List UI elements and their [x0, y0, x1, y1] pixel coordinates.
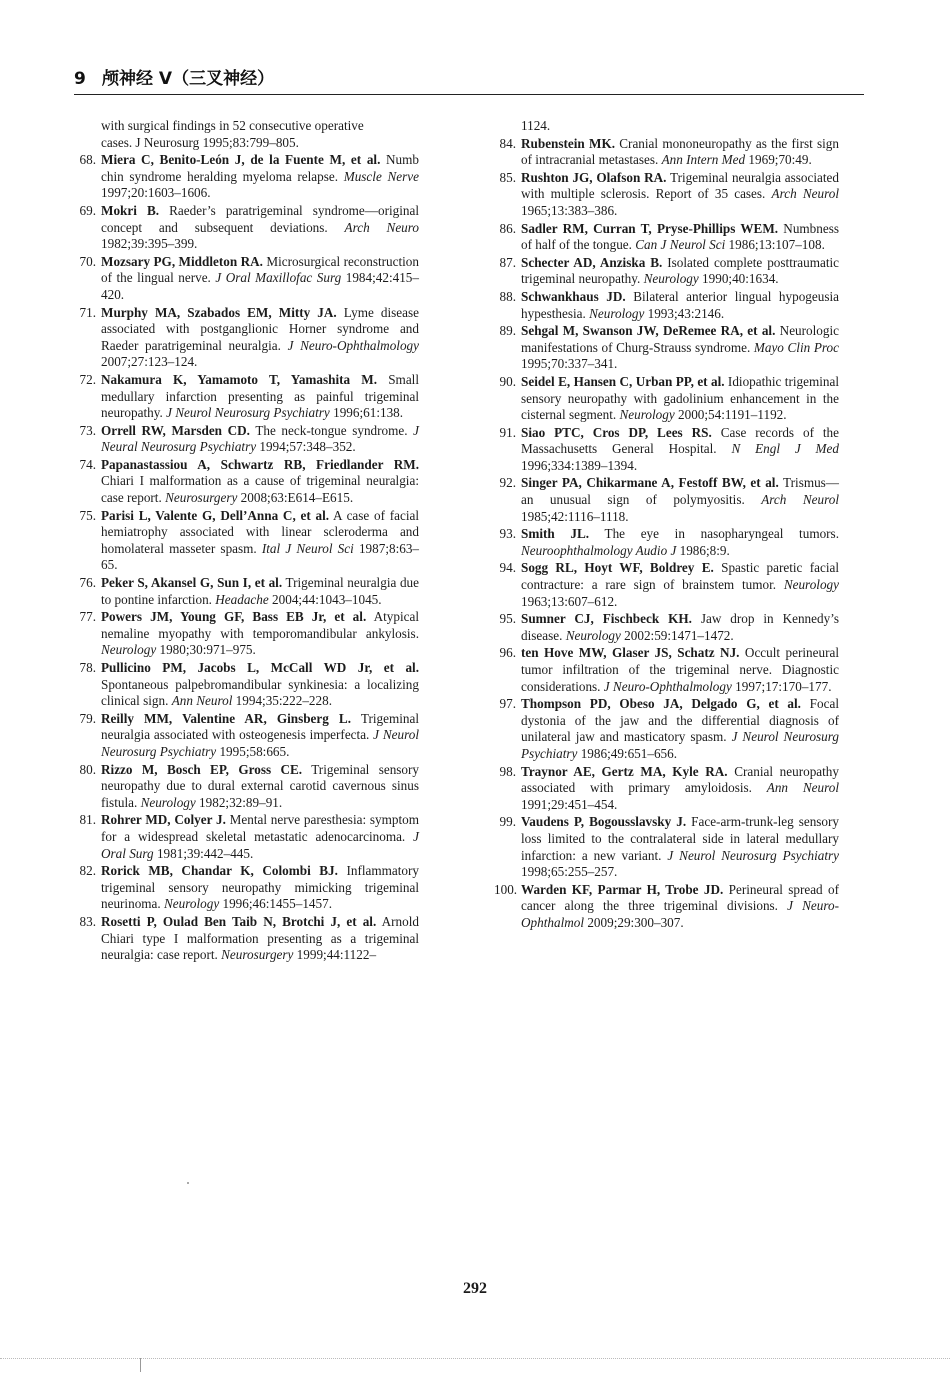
- left-column: [74, 118, 419, 964]
- reference-authors: Orrell RW, Marsden CD.: [101, 422, 250, 438]
- reference-number: 92.: [499, 475, 516, 491]
- reference-citation: 1995;58:665.: [216, 743, 290, 759]
- reference-citation: 1987;8:63–65.: [101, 540, 420, 573]
- journal-name: Neuroophthalmology Audio J: [521, 542, 677, 558]
- scan-speck: [187, 1182, 189, 1184]
- reference-citation: 1990;40:1634.: [698, 271, 779, 287]
- reference-item: [494, 170, 839, 220]
- reference-number: 70.: [79, 253, 96, 269]
- reference-item: [74, 575, 419, 608]
- reference-citation: 1981;39:442–445.: [153, 845, 254, 861]
- reference-citation: 1965;13:383–386.: [521, 202, 618, 218]
- reference-authors: Nakamura K, Yamamoto T, Yamashita M.: [101, 371, 378, 387]
- reference-number: 97.: [499, 696, 516, 712]
- journal-name: Neurology: [565, 627, 621, 643]
- right-column: [494, 118, 839, 932]
- journal-name: Neurology: [140, 794, 196, 810]
- reference-title: Microsurgical reconstruction of the lingual nerve.: [101, 253, 419, 286]
- reference-title: Arnold Chiari type I malformation presenting as a trigeminal neuralgia: case report.: [101, 913, 419, 963]
- journal-name: Neurology: [619, 407, 675, 423]
- reference-title: Small medullary infarction presenting as painful trigeminal neuropathy.: [101, 371, 419, 421]
- reference-citation: 1997;17:170–177.: [731, 678, 832, 694]
- journal-name: Arch Neurol: [771, 186, 839, 202]
- reference-number: 79.: [79, 710, 96, 726]
- footer-dotted-line: [0, 1358, 950, 1359]
- reference-authors: Rohrer MD, Colyer J.: [101, 812, 226, 828]
- journal-name: Muscle Nerve: [343, 168, 419, 184]
- journal-name: J Neurol Neurosurg Psychiatry: [667, 847, 839, 863]
- reference-title: Isolated complete posttraumatic trigeminal neuropathy.: [521, 254, 839, 287]
- reference-number: 77.: [79, 609, 96, 625]
- reference-item: [494, 882, 839, 932]
- journal-name: J Neuro-Ophthalmology: [287, 337, 419, 353]
- reference-title: Mental nerve paresthesia: symptom for a widespread skeletal metastatic adenocarcinoma.: [101, 812, 419, 844]
- reference-citation: 1986;13:107–108.: [725, 237, 825, 253]
- reference-title: Lyme disease associated with postganglionic Horner syndrome and Raeder paratrigeminal neuralgia.: [101, 304, 419, 353]
- journal-name: Neurology: [164, 896, 220, 912]
- continuation-text: 1995;83:799–805.: [199, 134, 299, 150]
- continuation-text: cases.: [101, 134, 136, 150]
- reference-item: [494, 221, 839, 254]
- reference-authors: Mokri B.: [101, 202, 160, 218]
- reference-citation: 2004;44:1043–1045.: [268, 591, 382, 607]
- reference-number: 85.: [499, 169, 516, 185]
- reference-citation: 2000;54:1191–1192.: [674, 407, 787, 423]
- reference-authors: Sumner CJ, Fischbeck KH.: [521, 611, 692, 627]
- reference-title: Focal dystonia of the jaw and the differential diagnosis of unilateral jaw and masticatory spasm.: [521, 696, 839, 745]
- reference-item: [74, 762, 419, 812]
- journal-name: J Oral Maxillofac Surg: [215, 270, 342, 286]
- reference-title: The neck-tongue syndrome.: [249, 422, 414, 438]
- reference-citation: 1996;61:138.: [329, 405, 404, 421]
- reference-citation: 2008;63:E614–E615.: [237, 490, 354, 506]
- reference-authors: Peker S, Akansel G, Sun I, et al.: [101, 575, 283, 591]
- reference-authors: Miera C, Benito-León J, de la Fuente M, et al.: [101, 152, 381, 168]
- journal-name: J Oral Surg: [101, 828, 419, 861]
- reference-number: 83.: [79, 913, 96, 929]
- reference-authors: Traynor AE, Gertz MA, Kyle RA.: [521, 763, 728, 779]
- continuation-text: 1124.: [521, 118, 551, 133]
- reference-item: [74, 609, 419, 659]
- reference-citation: 1991;29:451–454.: [521, 796, 618, 812]
- reference-title: A case of facial hemiatrophy associated with linear scleroderma and homolateral masseter spasm.: [101, 507, 419, 556]
- journal-name: Ann Intern Med: [661, 152, 746, 168]
- running-header: [74, 68, 864, 90]
- reference-citation: 1986;49:651–656.: [577, 745, 678, 761]
- reference-number: 89.: [499, 323, 516, 339]
- reference-title: Trigeminal neuralgia due to pontine infarction.: [101, 575, 419, 607]
- reference-citation: 1982;32:89–91.: [195, 794, 283, 810]
- reference-item: [74, 372, 419, 422]
- reference-number: 84.: [499, 135, 516, 151]
- reference-citation: 1997;20:1603–1606.: [101, 185, 211, 201]
- journal-name: Ann Neurol: [766, 780, 840, 796]
- reference-title: Face-arm-trunk-leg sensory loss limited to the contralateral side in lateral medullary infarction: a new variant.: [521, 814, 840, 863]
- reference-item: [74, 152, 419, 202]
- reference-authors: Schecter AD, Anziska B.: [521, 254, 663, 270]
- reference-title: Trigeminal neuralgia associated with multiple sclerosis. Report of 35 cases.: [521, 169, 839, 202]
- reference-authors: Sehgal M, Swanson JW, DeRemee RA, et al.: [521, 323, 776, 339]
- header-rule: [74, 94, 864, 95]
- reference-authors: Schwankhaus JD.: [521, 288, 626, 304]
- reference-authors: Smith JL.: [521, 526, 590, 542]
- continuation-text: with surgical findings in 52 consecutive operative: [101, 118, 364, 133]
- journal-name: J Neuro-Ophthalmol: [521, 898, 839, 930]
- reference-citation: 1963;13:607–612.: [521, 593, 618, 609]
- reference-item: [74, 254, 419, 304]
- reference-number: 76.: [79, 575, 96, 591]
- reference-item: [494, 475, 839, 525]
- journal-name: J Neural Neurosurg Psychiatry: [101, 422, 419, 455]
- reference-authors: Murphy MA, Szabados EM, Mitty JA.: [101, 304, 337, 320]
- reference-number: 86.: [499, 220, 516, 236]
- reference-number: 100.: [494, 881, 518, 897]
- journal-name: Ital J Neurol Sci: [261, 540, 354, 556]
- reference-citation: 1995;70:337–341.: [521, 356, 618, 372]
- reference-number: 95.: [499, 611, 516, 627]
- reference-authors: Reilly MM, Valentine AR, Ginsberg L.: [101, 710, 352, 726]
- reference-citation: 1986;8:9.: [676, 542, 730, 558]
- reference-authors: Vaudens P, Bogousslavsky J.: [521, 814, 687, 830]
- journal-name: Neurology: [643, 271, 699, 287]
- reference-number: 80.: [79, 761, 96, 777]
- journal-name: J Neurosurg: [135, 134, 200, 150]
- journal-name: Arch Neurol: [761, 492, 839, 508]
- reference-item: [74, 457, 419, 507]
- footer-tick: [140, 1358, 141, 1372]
- reference-number: 81.: [79, 812, 96, 828]
- reference-number: 78.: [79, 660, 96, 675]
- reference-authors: Sogg RL, Hoyt WF, Boldrey E.: [521, 560, 714, 576]
- reference-authors: Rosetti P, Oulad Ben Taib N, Brotchi J, et al.: [101, 913, 377, 929]
- reference-authors: Sadler RM, Curran T, Pryse-Phillips WEM.: [521, 220, 779, 236]
- reference-item: [494, 425, 839, 475]
- reference-title: Cranial neuropathy associated with primary amyloidosis.: [521, 763, 839, 796]
- reference-title: Chiari I malformation as a cause of trigeminal neuralgia: case report.: [101, 473, 419, 506]
- reference-continuation: [74, 135, 419, 152]
- reference-continuation: [494, 118, 839, 135]
- reference-authors: Thompson PD, Obeso JA, Delgado G, et al.: [521, 696, 801, 712]
- reference-citation: 1980;30:971–975.: [156, 642, 256, 658]
- reference-title: Cranial mononeuropathy as the first sign of intracranial metastases.: [521, 135, 839, 168]
- reference-item: [494, 560, 839, 610]
- reference-title: Case records of the Massachusetts General Hospital.: [521, 424, 839, 457]
- reference-title: Atypical nemaline myopathy with temporomandibular ankylosis.: [101, 609, 419, 641]
- reference-number: 94.: [499, 560, 516, 576]
- reference-authors: Singer PA, Chikarmane A, Festoff BW, et al.: [521, 475, 779, 491]
- journal-name: J Neurol Neurosurg Psychiatry: [101, 727, 419, 759]
- reference-item: [494, 526, 839, 559]
- journal-name: Can J Neurol Sci: [635, 237, 726, 253]
- reference-item: [74, 711, 419, 761]
- journal-name: J Neurol Neurosurg Psychiatry: [166, 405, 330, 421]
- reference-title: Perineural spread of cancer along the three trigeminal divisions.: [521, 881, 839, 914]
- reference-number: 68.: [79, 152, 96, 168]
- reference-authors: ten Hove MW, Glaser JS, Schatz NJ.: [521, 645, 740, 661]
- reference-title: Trigeminal neuralgia associated with osteogenesis imperfecta.: [101, 710, 419, 743]
- reference-title: Trigeminal sensory neuropathy due to dural external carotid cavernous sinus fistula.: [101, 761, 419, 810]
- page-number: 292: [463, 1280, 487, 1297]
- reference-number: 72.: [79, 371, 96, 387]
- reference-authors: Rubenstein MK.: [521, 135, 616, 151]
- journal-name: J Neuro-Ophthalmology: [603, 678, 732, 694]
- journal-name: Neurosurgery: [221, 947, 294, 963]
- reference-title: Numb chin syndrome heralding myeloma relapse.: [101, 152, 419, 184]
- reference-number: 93.: [499, 526, 516, 542]
- journal-name: Neurology: [589, 305, 645, 321]
- reference-citation: 1994;57:348–352.: [256, 439, 356, 455]
- journal-name: Ann Neurol: [171, 693, 233, 709]
- journal-name: Headache: [215, 591, 269, 607]
- reference-title: Bilateral anterior lingual hypogeusia hypesthesia.: [521, 288, 839, 321]
- reference-title: Idiopathic trigeminal sensory neuropathy with gadolinium enhancement in the cisternal segment.: [521, 373, 839, 423]
- reference-title: Occult perineural tumor infiltration of the trigeminal nerve. Diagnostic considerations.: [521, 645, 839, 694]
- reference-number: 88.: [499, 288, 516, 304]
- reference-title: The eye in nasopharyngeal tumors.: [589, 526, 839, 542]
- reference-number: 74.: [79, 456, 96, 472]
- reference-authors: Pullicino PM, Jacobs L, McCall WD Jr, et al.: [101, 660, 419, 675]
- reference-item: [74, 914, 419, 964]
- reference-citation: 1996;46:1455–1457.: [219, 896, 333, 912]
- reference-number: 90.: [499, 373, 516, 389]
- journal-name: J Neurol Neurosurg Psychiatry: [521, 729, 839, 761]
- journal-name: N Engl J Med: [731, 441, 839, 457]
- reference-item: [494, 255, 839, 288]
- reference-number: 87.: [499, 254, 516, 270]
- reference-item: [494, 374, 839, 424]
- reference-item: [74, 423, 419, 456]
- reference-item: [494, 645, 839, 695]
- reference-authors: Parisi L, Valente G, Dell’Anna C, et al.: [101, 507, 330, 523]
- chapter-title: 颅神经 V（三叉神经）: [102, 69, 275, 89]
- reference-citation: 1969;70:49.: [745, 152, 812, 168]
- reference-citation: 2007;27:123–124.: [101, 354, 198, 370]
- reference-authors: Mozsary PG, Middleton RA.: [101, 253, 263, 269]
- reference-citation: 1998;65:255–257.: [521, 864, 618, 880]
- reference-title: Jaw drop in Kennedy’s disease.: [521, 611, 839, 643]
- reference-title: Raeder’s paratrigeminal syndrome—original concept and subsequent deviations.: [101, 202, 419, 235]
- reference-number: 71.: [79, 304, 96, 320]
- reference-title: Inflammatory trigeminal sensory neuropathy mimicking trigeminal neurinoma.: [101, 863, 419, 912]
- reference-authors: Warden KF, Parmar H, Trobe JD.: [521, 881, 724, 897]
- reference-item: [74, 863, 419, 913]
- reference-title: Numbness of half of the tongue.: [521, 220, 839, 253]
- reference-item: [494, 289, 839, 322]
- reference-item: [74, 660, 419, 710]
- reference-item: [494, 611, 839, 644]
- reference-citation: 2002:59:1471–1472.: [620, 627, 734, 643]
- chapter-number: 9: [74, 69, 86, 89]
- reference-citation: 1985;42:1116–1118.: [521, 508, 629, 524]
- reference-number: 96.: [499, 645, 516, 661]
- reference-number: 75.: [79, 507, 96, 523]
- reference-authors: Rushton JG, Olafson RA.: [521, 169, 667, 185]
- reference-item: [494, 814, 839, 880]
- reference-continuation: [74, 118, 419, 135]
- reference-item: [494, 764, 839, 814]
- reference-item: [74, 203, 419, 253]
- reference-number: 82.: [79, 863, 96, 879]
- reference-number: 73.: [79, 422, 96, 438]
- journal-name: Mayo Clin Proc: [753, 339, 839, 355]
- reference-citation: 1984;42:415–420.: [101, 270, 419, 302]
- journal-name: Neurology: [783, 577, 839, 593]
- reference-citation: 1994;35:222–228.: [232, 693, 333, 709]
- reference-authors: Seidel E, Hansen C, Urban PP, et al.: [521, 373, 725, 389]
- reference-title: Neurologic manifestations of Churg-Strauss syndrome.: [521, 323, 839, 355]
- reference-authors: Papanastassiou A, Schwartz RB, Friedlander RM.: [101, 456, 419, 472]
- reference-authors: Rorick MB, Chandar K, Colombi BJ.: [101, 863, 338, 879]
- reference-item: [74, 812, 419, 862]
- reference-number: 69.: [79, 202, 96, 218]
- reference-citation: 1999;44:1122–: [293, 947, 377, 963]
- reference-citation: 2009;29:300–307.: [584, 914, 684, 930]
- reference-authors: Rizzo M, Bosch EP, Gross CE.: [101, 761, 303, 777]
- reference-title: Trismus—an unusual sign of polymyositis.: [521, 475, 839, 508]
- reference-item: [494, 323, 839, 373]
- reference-number: 99.: [499, 814, 516, 830]
- reference-number: 98.: [499, 763, 516, 779]
- journal-name: Neurosurgery: [165, 490, 238, 506]
- reference-item: [494, 136, 839, 169]
- reference-item: [74, 508, 419, 574]
- reference-item: [494, 696, 839, 762]
- reference-item: [74, 305, 419, 371]
- journal-name: Arch Neuro: [344, 219, 419, 235]
- reference-title: Spastic paretic facial contracture: a rare sign of brainstem tumor.: [521, 560, 839, 593]
- reference-authors: Powers JM, Young GF, Bass EB Jr, et al.: [101, 609, 367, 625]
- reference-title: Spontaneous palpebromandibular synkinesia: a localizing clinical sign.: [101, 676, 419, 709]
- reference-citation: 1996;334:1389–1394.: [521, 457, 638, 473]
- reference-citation: 1993;43:2146.: [644, 305, 725, 321]
- reference-authors: Siao PTC, Cros DP, Lees RS.: [521, 424, 712, 440]
- reference-number: 91.: [499, 424, 516, 440]
- reference-citation: 1982;39:395–399.: [101, 236, 198, 252]
- journal-name: Neurology: [101, 642, 157, 658]
